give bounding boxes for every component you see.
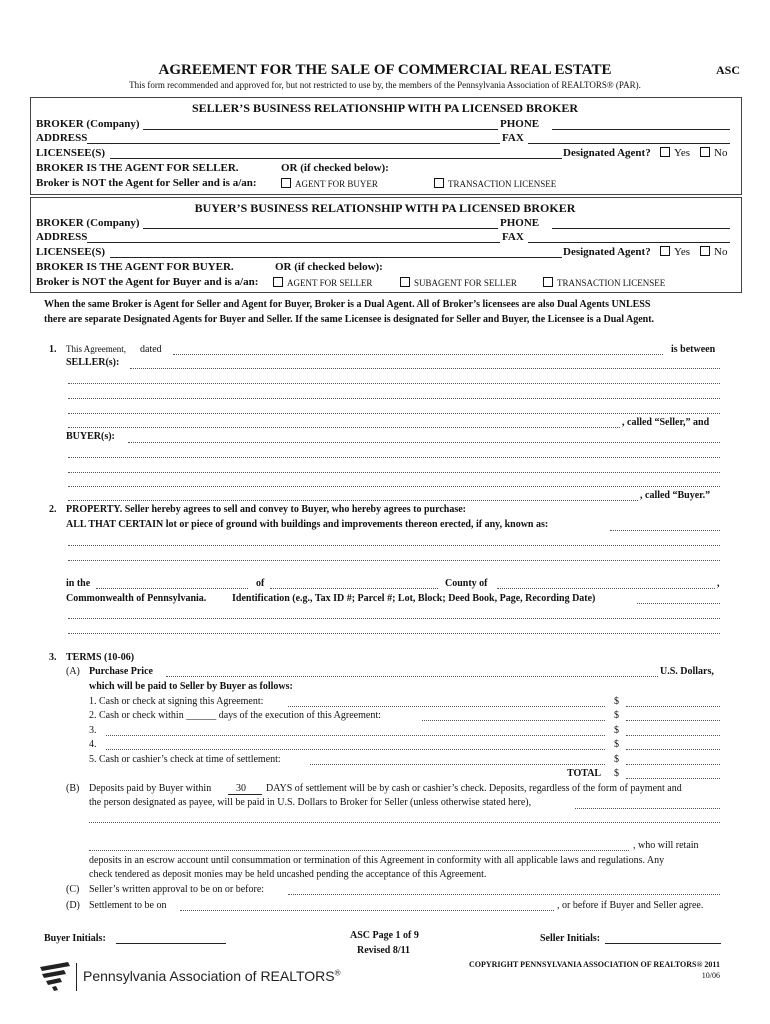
commonwealth-label: Commonwealth of Pennsylvania.	[66, 593, 207, 604]
deposit-days-underline	[228, 794, 262, 795]
buyers-label: BUYER(s):	[66, 431, 115, 442]
checkbox-icon	[281, 178, 291, 188]
dual-agent-line-2: there are separate Designated Agents for Buyer and Seller. If the same Licensee is designated for Seller and Buyer, the Licensee is a Dual Agent.	[44, 314, 655, 325]
seller-not-agent-line: Broker is NOT the Agent for Seller and is a/an:	[36, 177, 257, 189]
buyer-initials-label: Buyer Initials:	[44, 933, 106, 944]
seller-designated-agent-label: Designated Agent?	[563, 147, 651, 159]
section-3-number: 3.	[49, 652, 57, 663]
seller-broker-field[interactable]	[143, 129, 498, 130]
seller-licensees-field[interactable]	[110, 158, 562, 159]
seller-initials-field[interactable]	[605, 943, 721, 944]
buyer-agent-line: BROKER IS THE AGENT FOR BUYER.	[36, 261, 234, 273]
buyer-designated-yes[interactable]: Yes	[660, 246, 690, 258]
revised-date: Revised 8/11	[357, 945, 411, 956]
form-code: ASC	[716, 63, 741, 77]
sellers-field-4[interactable]	[68, 413, 720, 414]
buyers-field-1[interactable]	[128, 442, 720, 443]
section-3-title: TERMS (10-06)	[66, 652, 135, 663]
par-logo-icon	[38, 961, 74, 993]
seller-fax-field[interactable]	[528, 143, 730, 144]
payment-item-3-desc[interactable]	[106, 735, 605, 736]
in-the-label: in the	[66, 578, 91, 589]
county-field[interactable]	[497, 588, 715, 589]
payment-item-1-label: 1. Cash or check at signing this Agreement:	[89, 696, 264, 707]
total-amount-field[interactable]	[626, 778, 720, 779]
seller-phone-field[interactable]	[552, 129, 730, 130]
seller-licensees-label: LICENSEE(S)	[36, 147, 106, 159]
deposit-payee-field-3[interactable]	[89, 850, 629, 851]
section-2-title: PROPERTY. Seller hereby agrees to sell and convey to Buyer, who hereby agrees to purchase:	[66, 504, 467, 515]
logo-divider	[76, 963, 77, 991]
deposit-line-4: deposits in an escrow account until consummation or termination of this Agreement in conformity with all applicable laws and regulations. Any	[89, 855, 665, 866]
buyer-box-heading: BUYER’S BUSINESS RELATIONSHIP WITH PA LICENSED BROKER	[194, 201, 576, 215]
buyer-fax-field[interactable]	[528, 242, 730, 243]
buyer-initials-field[interactable]	[116, 943, 226, 944]
buyer-designated-no[interactable]: No	[700, 246, 727, 258]
buyer-broker-field[interactable]	[143, 228, 498, 229]
all-certain-label: ALL THAT CERTAIN lot or piece of ground with buildings and improvements thereon erected, if any, known as:	[66, 519, 549, 530]
payment-item-4-desc[interactable]	[106, 749, 605, 750]
seller-or-checked: OR (if checked below):	[281, 162, 389, 174]
payment-item-2-label: 2. Cash or check within ______ days of the execution of this Agreement:	[89, 710, 381, 721]
deposit-payee-field-2[interactable]	[89, 822, 720, 823]
seller-fax-label: FAX	[502, 132, 524, 144]
dollar-sign: $	[614, 696, 619, 707]
buyer-address-field[interactable]	[87, 242, 500, 243]
total-label: TOTAL	[567, 768, 602, 779]
dollar-sign: $	[614, 710, 619, 721]
section-3c-label: (C)	[66, 884, 80, 895]
county-comma: ,	[717, 578, 720, 589]
payment-item-3-amount[interactable]	[626, 735, 720, 736]
buyer-phone-label: PHONE	[500, 217, 540, 229]
buyers-field-2[interactable]	[68, 457, 720, 458]
seller-approval-date-field[interactable]	[288, 894, 720, 895]
identification-field-1[interactable]	[637, 603, 720, 604]
identification-field-3[interactable]	[68, 633, 720, 634]
section-2-number: 2.	[49, 504, 57, 515]
checkbox-icon	[543, 277, 553, 287]
page-title: AGREEMENT FOR THE SALE OF COMMERCIAL REAL ESTATE	[158, 62, 612, 78]
dollar-sign: $	[614, 754, 619, 765]
seller-designated-yes[interactable]: Yes	[660, 147, 690, 159]
township-field[interactable]	[270, 588, 438, 589]
section-3b-label: (B)	[66, 783, 80, 794]
deposit-days-value[interactable]: 30	[236, 783, 246, 794]
buyer-option-agent-for-seller[interactable]: AGENT FOR SELLER	[273, 277, 372, 288]
deposit-line-1-pre: Deposits paid by Buyer within	[89, 783, 212, 794]
deposit-line-2: the person designated as payee, will be paid in U.S. Dollars to Broker for Seller (unless otherwise stated here),	[89, 797, 532, 808]
checkbox-icon	[700, 246, 710, 256]
buyer-licensees-label: LICENSEE(S)	[36, 246, 106, 258]
buyer-not-agent-line: Broker is NOT the Agent for Buyer and is a/an:	[36, 276, 259, 288]
deposit-line-1-post: DAYS of settlement will be by cash or cashier’s check. Deposits, regardless of the form of payment and	[266, 783, 682, 794]
seller-designated-no[interactable]: No	[700, 147, 727, 159]
property-known-as-field-3[interactable]	[68, 560, 720, 561]
payment-item-1-amount[interactable]	[626, 706, 720, 707]
buyer-address-label: ADDRESS	[36, 231, 88, 243]
payment-item-4-label: 4.	[89, 739, 97, 750]
checkbox-icon	[273, 277, 283, 287]
called-buyer-label: , called “Buyer.”	[640, 490, 711, 501]
of-label: of	[256, 578, 265, 589]
purchase-price-field[interactable]	[166, 676, 658, 677]
dollar-sign: $	[614, 725, 619, 736]
buyers-field-5[interactable]	[68, 500, 638, 501]
sellers-field-5[interactable]	[68, 427, 620, 428]
buyer-or-checked: OR (if checked below):	[275, 261, 383, 273]
seller-box-heading: SELLER’S BUSINESS RELATIONSHIP WITH PA LICENSED BROKER	[191, 101, 579, 115]
buyers-field-4[interactable]	[68, 486, 720, 487]
seller-broker-label: BROKER (Company)	[36, 118, 140, 130]
section-1-number: 1.	[49, 344, 57, 355]
is-between-label: is between	[671, 344, 716, 355]
par-logo-text: Pennsylvania Association of REALTORS®	[83, 968, 341, 984]
payment-item-1-desc[interactable]	[288, 706, 605, 707]
called-seller-label: , called “Seller,” and	[622, 417, 710, 428]
payment-item-5-desc[interactable]	[310, 764, 605, 765]
section-1-agreement-label: This Agreement,	[66, 344, 126, 354]
buyer-broker-label: BROKER (Company)	[36, 217, 140, 229]
checkbox-icon	[400, 277, 410, 287]
seller-agent-line: BROKER IS THE AGENT FOR SELLER.	[36, 162, 239, 174]
settlement-post-label: , or before if Buyer and Seller agree.	[557, 900, 704, 911]
seller-address-label: ADDRESS	[36, 132, 88, 144]
buyer-licensees-field[interactable]	[110, 257, 562, 258]
payment-item-5-label: 5. Cash or cashier’s check at time of settlement:	[89, 754, 281, 765]
checkbox-icon	[660, 147, 670, 157]
buyer-option-transaction-licensee[interactable]: TRANSACTION LICENSEE	[543, 277, 665, 288]
form-revision-code: 10/06	[701, 971, 720, 980]
checkbox-icon	[434, 178, 444, 188]
who-will-retain-label: , who will retain	[633, 840, 699, 851]
section-3a-label: (A)	[66, 666, 80, 677]
buyer-fax-label: FAX	[502, 231, 524, 243]
seller-phone-label: PHONE	[500, 118, 540, 130]
sellers-field-1[interactable]	[130, 368, 720, 369]
paid-as-follows-label: which will be paid to Seller by Buyer as follows:	[89, 681, 293, 692]
payment-item-5-amount[interactable]	[626, 764, 720, 765]
section-3d-label: (D)	[66, 900, 80, 911]
seller-address-field[interactable]	[87, 143, 500, 144]
page-subtitle: This form recommended and approved for, but not restricted to use by, the members of the Pennsylvania Association of REALTORS® (PAR).	[129, 80, 641, 90]
deposit-line-5: check tendered as deposit monies may be held uncashed pending the acceptance of this Agreement.	[89, 869, 487, 880]
municipality-field[interactable]	[96, 588, 248, 589]
sellers-field-2[interactable]	[68, 383, 720, 384]
copyright-notice: COPYRIGHT PENNSYLVANIA ASSOCIATION OF REALTORS® 2011	[468, 960, 720, 969]
county-of-label: County of	[445, 578, 488, 589]
property-known-as-field-1[interactable]	[610, 530, 720, 531]
dollar-sign: $	[614, 768, 619, 779]
identification-label: Identification (e.g., Tax ID #; Parcel #; Lot, Block; Deed Book, Page, Recording Date)	[232, 593, 596, 604]
seller-option-transaction-licensee[interactable]: TRANSACTION LICENSEE	[434, 178, 556, 189]
settlement-label: Settlement to be on	[89, 900, 167, 911]
checkbox-icon	[660, 246, 670, 256]
sellers-label: SELLER(s):	[66, 357, 120, 368]
payment-item-4-amount[interactable]	[626, 749, 720, 750]
payment-item-3-label: 3.	[89, 725, 97, 736]
page-number: ASC Page 1 of 9	[350, 930, 419, 941]
agreement-date-field[interactable]	[173, 354, 663, 355]
seller-option-agent-for-buyer[interactable]: AGENT FOR BUYER	[281, 178, 378, 189]
sellers-field-3[interactable]	[68, 398, 720, 399]
dual-agent-line-1: When the same Broker is Agent for Seller and Agent for Buyer, Broker is a Dual Agent. All of Broker’s licensees are also Dual Agents UNLESS	[44, 299, 651, 310]
deposit-payee-field-1[interactable]	[575, 808, 720, 809]
buyer-option-subagent-for-seller[interactable]: SUBAGENT FOR SELLER	[400, 277, 517, 288]
property-known-as-field-2[interactable]	[68, 545, 720, 546]
payment-item-2-amount[interactable]	[626, 720, 720, 721]
purchase-price-label: Purchase Price	[89, 666, 153, 677]
us-dollars-label: U.S. Dollars,	[660, 666, 714, 677]
seller-approval-label: Seller’s written approval to be on or before:	[89, 884, 265, 895]
payment-item-2-desc[interactable]	[422, 720, 605, 721]
dollar-sign: $	[614, 739, 619, 750]
settlement-date-field[interactable]	[180, 910, 554, 911]
buyer-phone-field[interactable]	[552, 228, 730, 229]
buyer-designated-agent-label: Designated Agent?	[563, 246, 651, 258]
buyers-field-3[interactable]	[68, 472, 720, 473]
identification-field-2[interactable]	[68, 618, 720, 619]
checkbox-icon	[700, 147, 710, 157]
seller-initials-label: Seller Initials:	[540, 933, 601, 944]
section-1-dated-label: dated	[140, 344, 162, 355]
